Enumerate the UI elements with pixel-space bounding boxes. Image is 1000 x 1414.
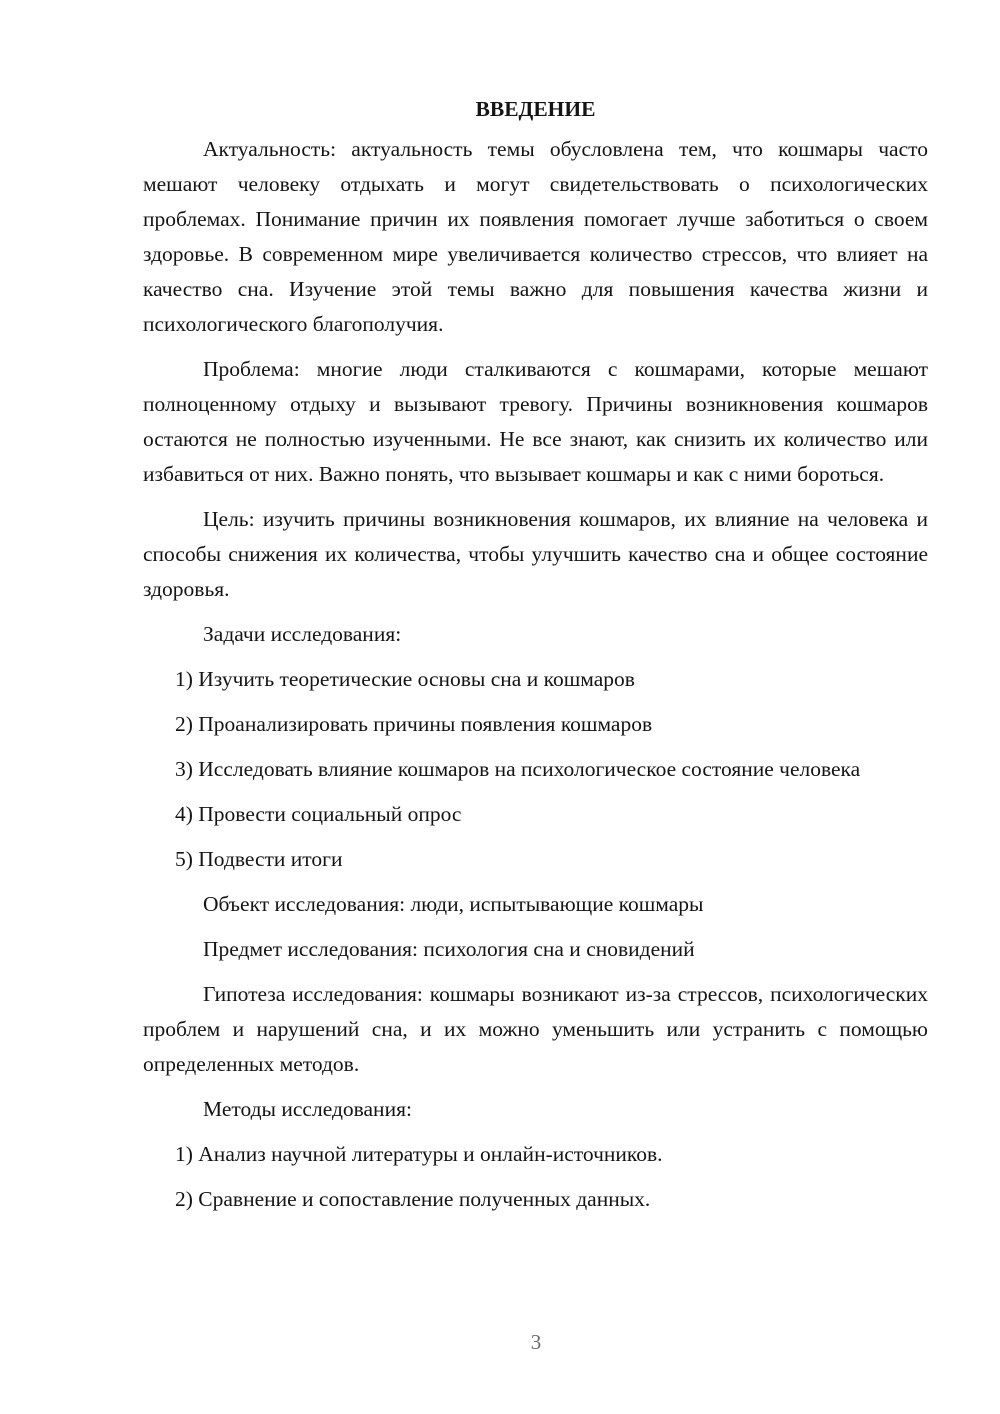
task-item: 4) Провести социальный опрос [175, 802, 462, 826]
task-item: 3) Исследовать влияние кошмаров на психологическое состояние человека [175, 757, 861, 781]
tasks-title: Задачи исследования: [203, 622, 402, 646]
method-item: 2) Сравнение и сопоставление полученных данных. [175, 1187, 651, 1211]
page-content [143, 92, 928, 1227]
task-item: 1) Изучить теоретические основы сна и кошмаров [175, 667, 635, 691]
research-object: Объект исследования: люди, испытывающие кошмары [203, 892, 704, 916]
methods-title: Методы исследования: [203, 1097, 412, 1121]
method-item: 1) Анализ научной литературы и онлайн-источников. [175, 1142, 663, 1166]
task-item: 5) Подвести итоги [175, 847, 343, 871]
relevance-paragraph: Актуальность: актуальность темы обусловлена тем, что кошмары часто мешают человеку отдыхать и могут свидетельствовать о психологических проблемах. Понимание причин их появления помогает лучше заботиться о своем здоровье. В современном мире увеличивается количество стрессов, что влияет на качество сна. Изучение этой темы важно для повышения качества жизни и психологического благополучия. [143, 137, 928, 336]
problem-paragraph: Проблема: многие люди сталкиваются с кошмарами, которые мешают полноценному отдыху и вызывают тревогу. Причины возникновения кошмаров остаются не полностью изученными. Не все знают, как снизить их количество или избавиться от них. Важно понять, что вызывает кошмары и как с ними бороться. [143, 357, 928, 486]
task-item: 2) Проанализировать причины появления кошмаров [175, 712, 653, 736]
page-number: 3 [530, 1330, 542, 1354]
goal-paragraph: Цель: изучить причины возникновения кошмаров, их влияние на человека и способы снижения их количества, чтобы улучшить качество сна и общее состояние здоровья. [143, 507, 928, 601]
hypothesis-paragraph: Гипотеза исследования: кошмары возникают из-за стрессов, психологических проблем и нарушений сна, и их можно уменьшить или устранить с помощью определенных методов. [143, 982, 928, 1076]
research-subject: Предмет исследования: психология сна и сновидений [203, 937, 695, 961]
section-heading: ВВЕДЕНИЕ [475, 97, 596, 121]
